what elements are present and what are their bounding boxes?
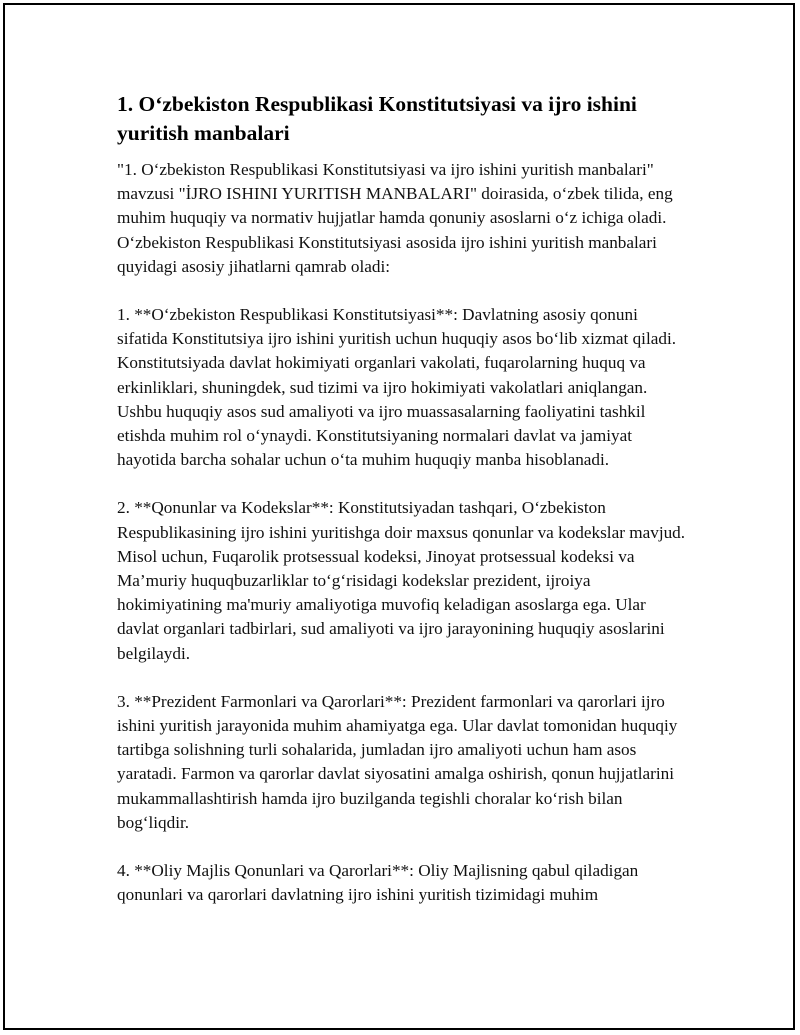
paragraph-laws-codes: 2. **Qonunlar va Kodekslar**: Konstitutsiyadan tashqari, O‘zbekiston Respublikasining ijro ishini yuritishga doir maxsus qonunlar va kodekslar mavjud. Misol uchun, Fuqarolik protsessual kodeksi, Jinoyat protsessual kodeksi va Ma’muriy huquqbuzarliklar to‘g‘risidagi kodekslar prezident, ijroiya hokimiyatining ma'muriy amaliyotiga muvofiq keladigan asoslarga ega. Ular davlat organlari tadbirlari, sud amaliyoti va ijro jarayonining huquqiy asoslarini belgilaydi. bbox=[117, 498, 686, 663]
intro-paragraph: "1. O‘zbekiston Respublikasi Konstitutsiyasi va ijro ishini yuritish manbalari" mavzusi "İJRO ISHINI YURITISH MANBALARI" doirasida, o‘zbek tilida, eng muhim huquqiy va normativ hujjatlar hamda qonuniy asoslarni o‘z ichiga oladi. O‘zbekiston Respublikasi Konstitutsiyasi asosida ijro ishini yuritish manbalari quyidagi asosiy jihatlarni qamrab oladi: bbox=[117, 160, 673, 276]
document-body bbox=[117, 90, 687, 931]
paragraph-president-decrees: 3. **Prezident Farmonlari va Qarorlari**: Prezident farmonlari va qarorlari ijro ishini yuritish jarayonida muhim ahamiyatga ega. Ular davlat tomonidan huquqiy tartibga solishning turli sohalarida, jumladan ijro amaliyoti uchun ham asos yaratadi. Farmon va qarorlar davlat siyosatini amalga oshirish, qonun hujjatlarini mukammallashtirish hamda ijro buzilganda tegishli choralar ko‘rish bilan bog‘liqdir. bbox=[117, 691, 678, 832]
paragraph-constitution: 1. **O‘zbekiston Respublikasi Konstitutsiyasi**: Davlatning asosiy qonuni sifatida Konstitutsiya ijro ishini yuritish uchun huquqiy asos bo‘lib xizmat qiladi. Konstitutsiyada davlat hokimiyati organlari vakolati, fuqarolarning huquq va erkinliklari, shuningdek, sud tizimi va ijro hokimiyati vakolatlari aniqlangan. Ushbu huquqiy asos sud amaliyoti va ijro muassasalarning faoliyatini tashkil etishda muhim rol o‘ynaydi. Konstitutsiyaning normalari davlat va jamiyat hayotida barcha sohalar uchun o‘ta muhim huquqiy manba hisoblanadi. bbox=[117, 305, 677, 470]
paragraph-oliy-majlis: 4. **Oliy Majlis Qonunlari va Qarorlari**: Oliy Majlisning qabul qiladigan qonunlari va qarorlari davlatning ijro ishini yuritish tizimidagi muhim bbox=[117, 861, 639, 905]
section-heading: 1. O‘zbekiston Respublikasi Konstitutsiyasi va ijro ishini yuritish manbalari bbox=[117, 92, 637, 145]
